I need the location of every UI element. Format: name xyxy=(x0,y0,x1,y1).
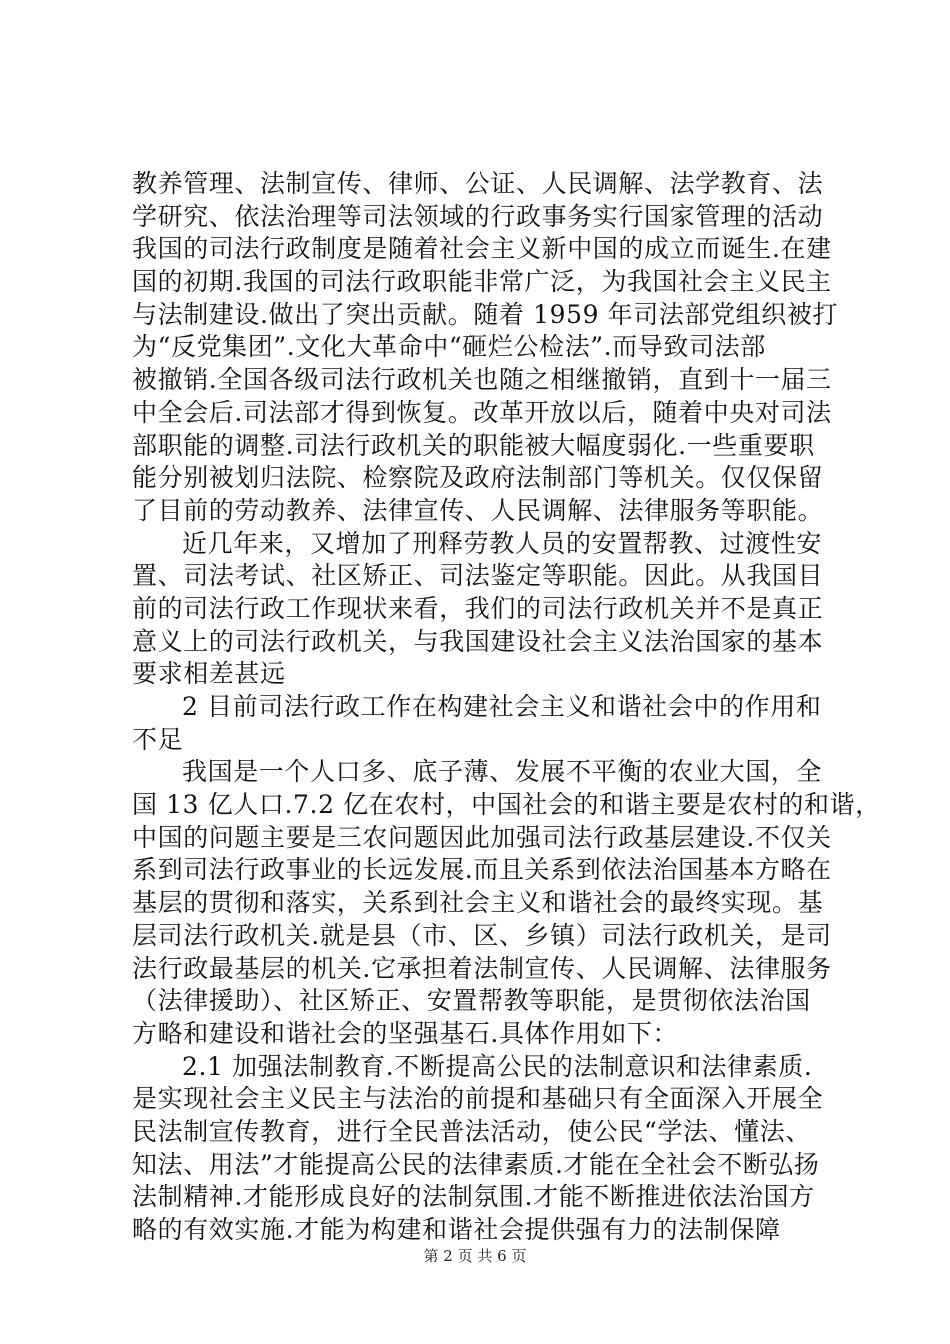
text-line: 前的司法行政工作现状来看，我们的司法行政机关并不是真正 xyxy=(132,593,824,623)
document-body xyxy=(132,168,881,1247)
text-line: 国的初期.我国的司法行政职能非常广泛，为我国社会主义民主 xyxy=(132,267,832,297)
text-line: 知法、用法”才能提高公民的法律素质.才能在全社会不断弘扬 xyxy=(132,1149,820,1179)
text-line: 方略和建设和谐社会的坚强基石.具体作用如下： xyxy=(132,1018,679,1048)
text-line: 学研究、依法治理等司法领域的行政事务实行国家管理的活动 xyxy=(132,201,824,231)
text-line: 法行政最基层的机关.它承担着法制宣传、人民调解、法律服务 xyxy=(132,953,832,983)
text-line: （法律援助）、社区矫正、安置帮教等职能，是贯彻依法治国 xyxy=(132,986,811,1016)
text-line: 被撤销.全国各级司法行政机关也随之相继撤销，直到十一届三 xyxy=(132,365,832,395)
text-line: 系到司法行政事业的长远发展.而且关系到依法治国基本方略在 xyxy=(132,855,832,885)
text-line: 教养管理、法制宣传、律师、公证、人民调解、法学教育、法 xyxy=(132,169,824,198)
text-line: 要求相差甚远 xyxy=(132,659,286,689)
text-line: 为“反党集团”.文化大革命中“砸烂公检法”.而导致司法部 xyxy=(132,332,766,362)
section-heading: 2 目前司法行政工作在构建社会主义和谐社会中的作用和 xyxy=(182,692,822,721)
text-line: 了目前的劳动教养、法律宣传、人民调解、法律服务等职能。 xyxy=(132,495,824,525)
text-line: 意义上的司法行政机关，与我国建设社会主义法治国家的基本 xyxy=(132,626,824,656)
text-line: 我国的司法行政制度是随着社会主义新中国的成立而诞生.在建 xyxy=(132,234,832,264)
text-line: 是实现社会主义民主与法治的前提和基础只有全面深入开展全 xyxy=(132,1084,824,1114)
paragraph-first-line: 近几年来，又增加了刑释劳教人员的安置帮教、过渡性安 xyxy=(182,528,823,558)
text-line: 法制精神.才能形成良好的法制氛围.才能不断推进依法治国方 xyxy=(132,1182,815,1212)
page-number-footer: 第 2 页 共 6 页 xyxy=(423,1247,527,1265)
paragraph-first-line: 我国是一个人口多、底子薄、发展不平衡的农业大国，全 xyxy=(182,757,823,787)
text-line: 中全会后.司法部才得到恢复。改革开放以后，随着中央对司法 xyxy=(132,397,832,427)
subsection-heading: 2.1 加强法制教育.不断提高公民的法制意识和法律素质. xyxy=(182,1051,813,1081)
section-heading-continued: 不足 xyxy=(132,724,184,754)
text-line: 中国的问题主要是三农问题因此加强司法行政基层建设.不仅关 xyxy=(132,822,832,852)
text-line: 与法制建设.做出了突出贡献。随着 1959 年司法部党组织被打 xyxy=(132,299,839,329)
text-line: 层司法行政机关.就是县（市、区、乡镇）司法行政机关，是司 xyxy=(132,920,832,950)
text-line: 置、司法考试、社区矫正、司法鉴定等职能。因此。从我国目 xyxy=(132,561,824,591)
text-line: 基层的贯彻和落实，关系到社会主义和谐社会的最终实现。基 xyxy=(132,888,824,918)
text-line: 能分别被划归法院、检察院及政府法制部门等机关。仅仅保留 xyxy=(132,463,824,493)
text-line: 略的有效实施.才能为构建和谐社会提供强有力的法制保障 xyxy=(132,1215,781,1244)
text-line: 民法制宣传教育，进行全民普法活动，使公民“学法、懂法、 xyxy=(132,1116,811,1146)
text-line: 部职能的调整.司法行政机关的职能被大幅度弱化.一些重要职 xyxy=(132,430,815,460)
text-line: 国 13 亿人口.7.2 亿在农村，中国社会的和谐主要是农村的和谐， xyxy=(132,790,881,820)
